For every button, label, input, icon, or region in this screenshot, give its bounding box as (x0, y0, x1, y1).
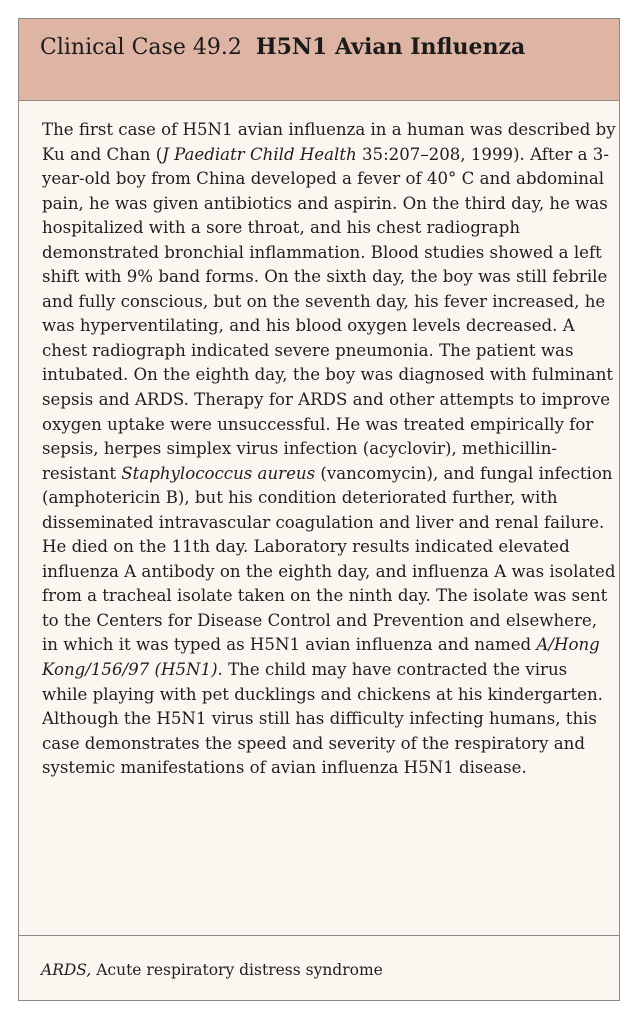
case-body (42, 118, 616, 781)
case-number: Clinical Case 49.2 (40, 35, 242, 60)
case-header (19, 19, 619, 101)
footnote-abbreviation: ARDS, (41, 961, 92, 979)
case-text-part-4: . The child may have contracted the virus while playing with pet ducklings and chickens at his kindergarten. Although the H5N1 virus still has difficulty infecting humans, this case demonstrates the speed and severity of the respiratory and systemic manifestations of avian influenza H5N1 disease. (42, 660, 603, 778)
footnote-definition: Acute respiratory distress syndrome (91, 961, 383, 979)
abbreviation-footnote (41, 960, 383, 980)
case-paragraph (42, 118, 616, 781)
case-text-part-3: (vancomycin), and fungal infection (amphotericin B), but his condition deteriorated further, with disseminated intravascular coagulation and liver and renal failure. He died on the 11th day. Laboratory results indicated elevated influenza A antibody on the eighth day, and influenza A was isolated from a tracheal isolate taken on the ninth day. The isolate was sent to the Centers for Disease Control and Prevention and elsewhere, in which it was typed as H5N1 avian influenza and named (42, 463, 616, 655)
strain-name: A/Hong Kong/156/97 (H5N1) (42, 635, 600, 680)
case-text-part-2: 35:207–208, 1999). After a 3-year-old boy from China developed a fever of 40° C and abdominal pain, he was given antibiotics and aspirin. On the third day, he was hospitalized with a sore throat, and his chest radiograph demonstrated bronchial inflammation. Blood studies showed a left shift with 9% band forms. On the sixth day, the boy was still febrile and fully conscious, but on the seventh day, his fever increased, he was hyperventilating, and his blood oxygen levels decreased. A chest radiograph indicated severe pneumonia. The patient was intubated. On the eighth day, the boy was diagnosed with fulminant sepsis and ARDS. Therapy for ARDS and other attempts to improve oxygen uptake were unsuccessful. He was treated empirically for sepsis, herpes simplex virus infection (acyclovir), methicillin-resistant (42, 144, 614, 483)
case-title (40, 33, 600, 62)
case-topic: H5N1 Avian Influenza (255, 34, 526, 60)
case-footer (19, 935, 619, 1001)
organism-name: Staphylococcus aureus (121, 463, 316, 483)
case-text-part-1: The first case of H5N1 avian influenza in a human was described by Ku and Chan ( (42, 120, 616, 164)
clinical-case-box (18, 18, 620, 1001)
journal-name: J Paediatr Child Health (162, 144, 357, 164)
